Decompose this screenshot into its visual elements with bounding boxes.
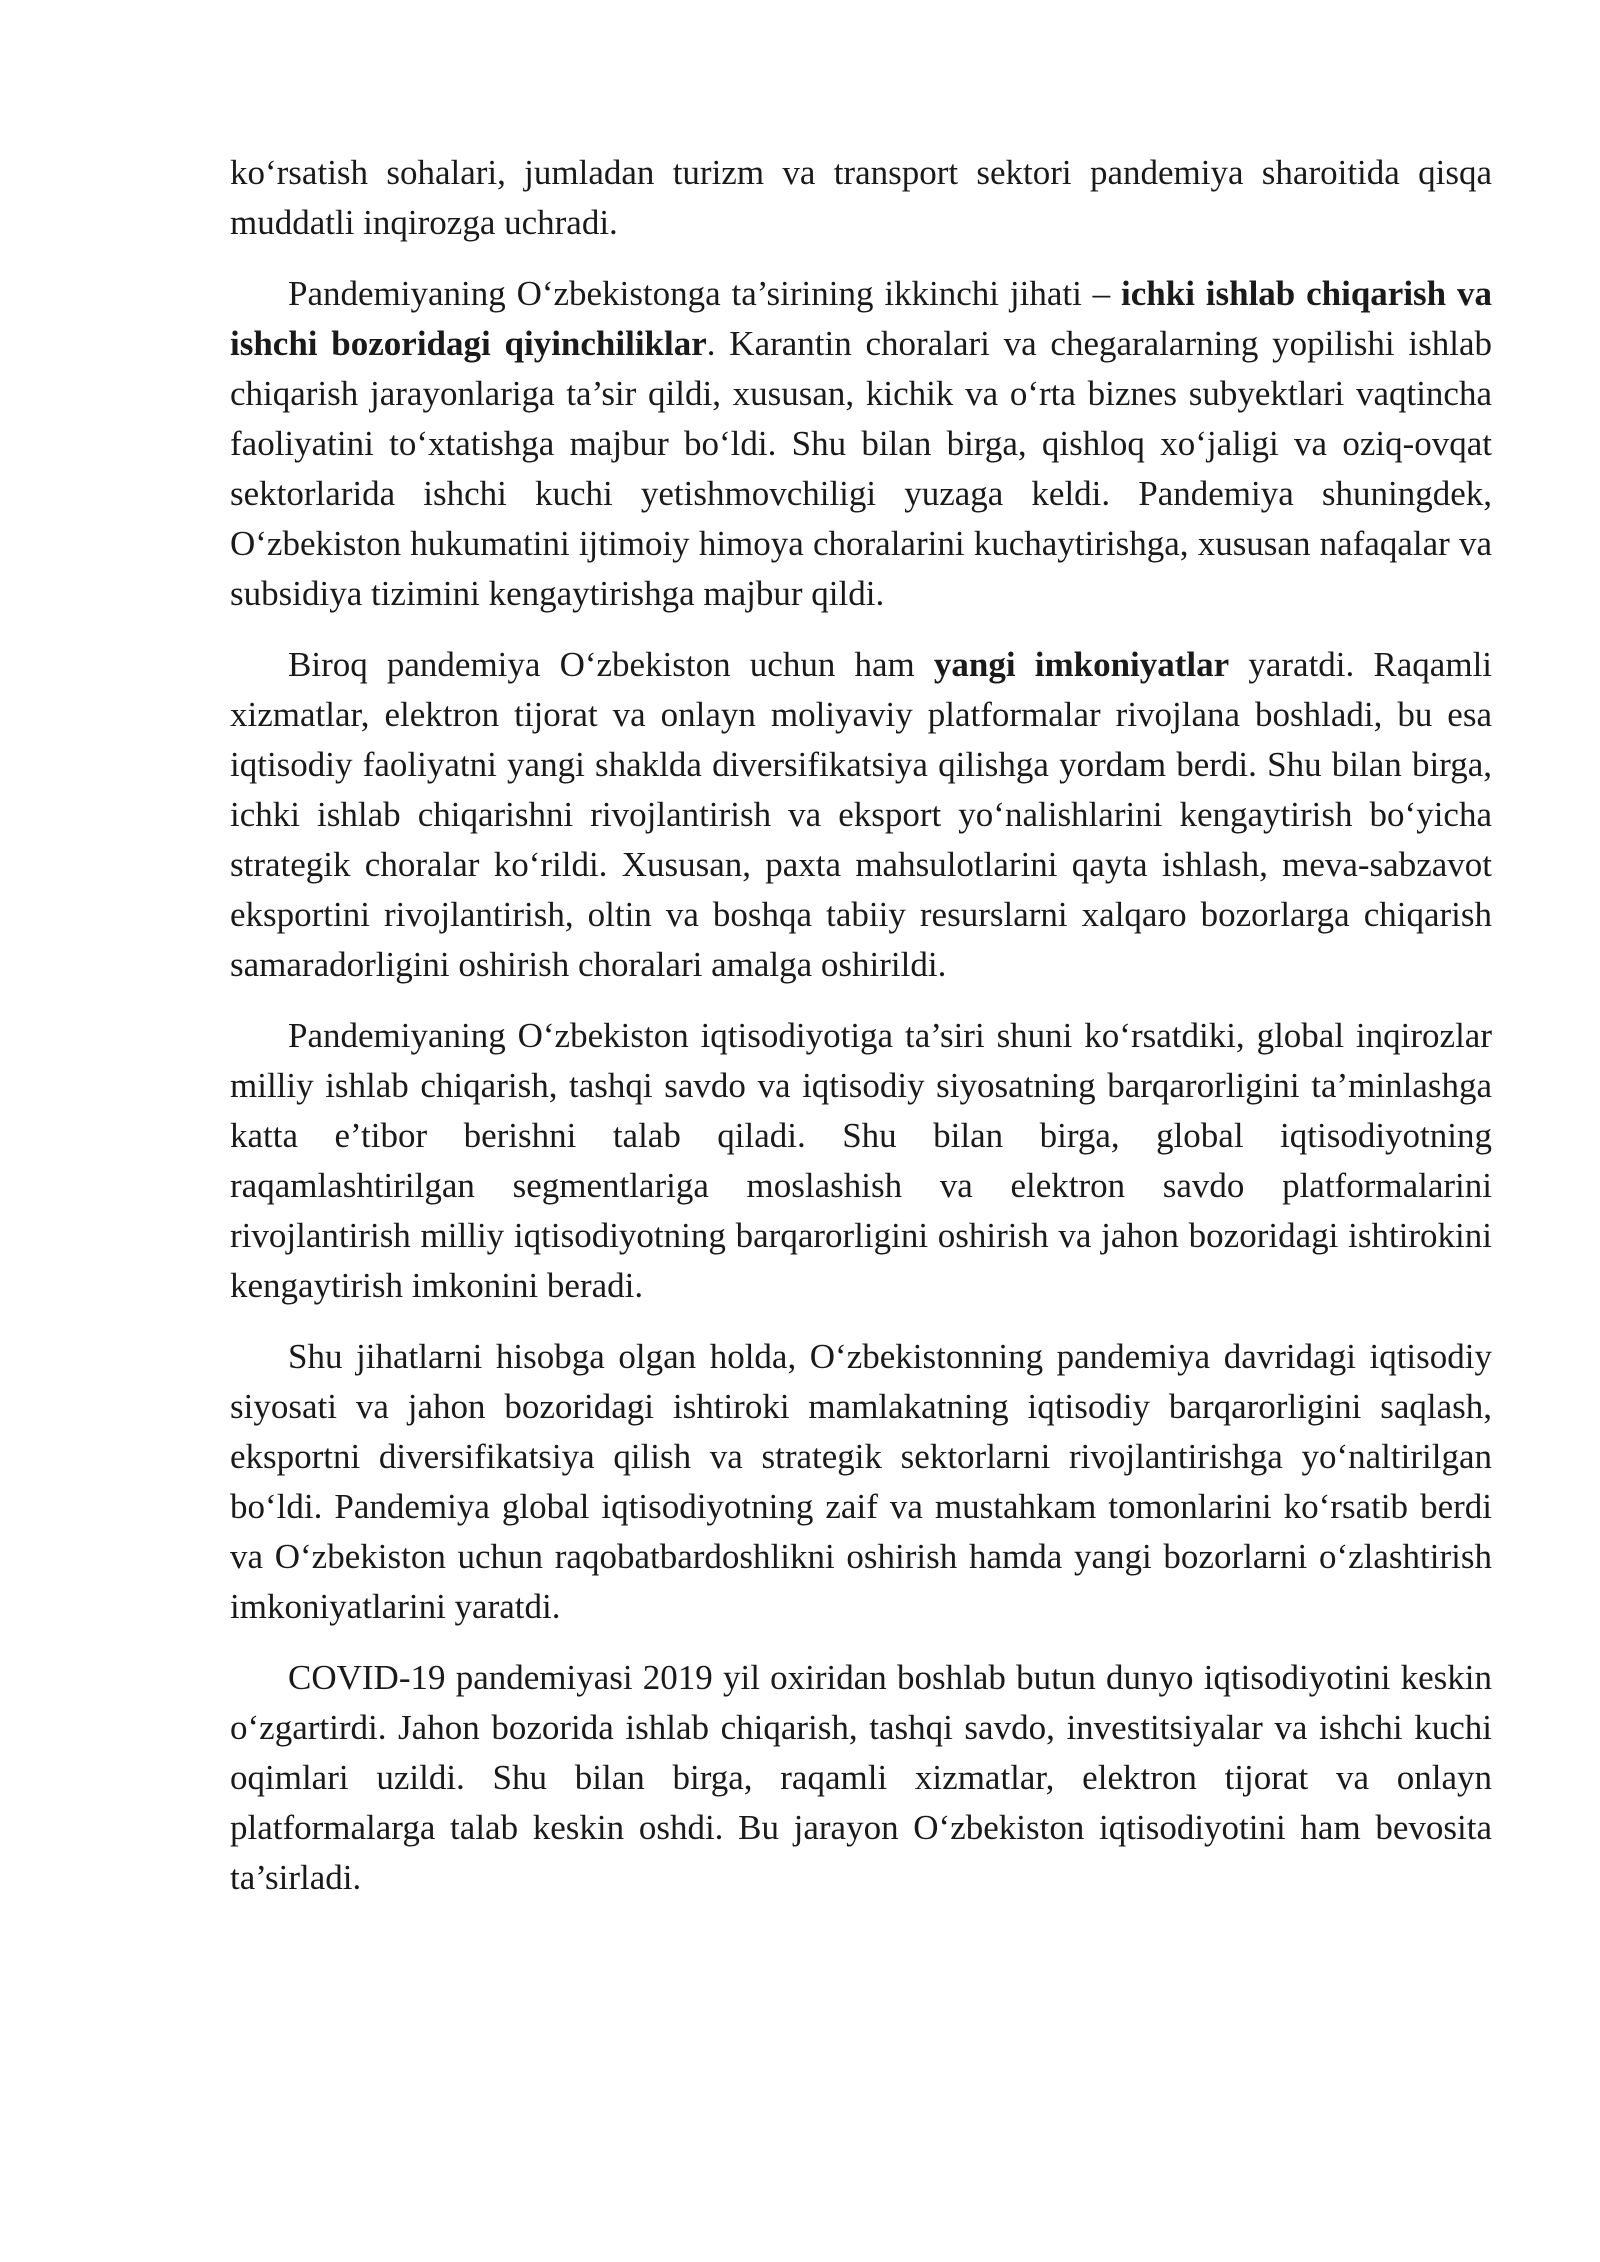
document-page	[230, 148, 1492, 1924]
paragraph-3-text-end: yaratdi. Raqamli xizmatlar, elektron tijorat va onlayn moliyaviy platformalar rivojlana boshladi, bu esa iqtisodiy faoliyatni yangi shaklda diversifikatsiya qilishga yordam berdi. Shu bilan birga, ichki ishlab chiqarishni rivojlantirish va eksport yoʻnalishlarini kengaytirish boʻyicha strategik choralar koʻrildi. Xususan, paxta mahsulotlarini qayta ishlash, meva-sabzavot eksportini rivojlantirish, oltin va boshqa tabiiy resurslarni xalqaro bozorlarga chiqarish samaradorligini oshirish choralari amalga oshirildi.	[230, 645, 1493, 984]
paragraph-4-text: Pandemiyaning Oʻzbekiston iqtisodiyotiga ta’siri shuni koʻrsatdiki, global inqirozlar milliy ishlab chiqarish, tashqi savdo va iqtisodiy siyosatning barqarorligini ta’minlashga katta e’tibor berishni talab qiladi. Shu bilan birga, global iqtisodiyotning raqamlashtirilgan segmentlariga moslashish va elektron savdo platformalarini rivojlantirish milliy iqtisodiyotning barqarorligini oshirish va jahon bozoridagi ishtirokini kengaytirish imkonini beradi.	[230, 1016, 1492, 1305]
paragraph-2	[230, 269, 1492, 619]
paragraph-5-text: Shu jihatlarni hisobga olgan holda, Oʻzbekistonning pandemiya davridagi iqtisodiy siyosati va jahon bozoridagi ishtiroki mamlakatning iqtisodiy barqarorligini saqlash, eksportni diversifikatsiya qilish va strategik sektorlarni rivojlantirishga yoʻnaltirilgan boʻldi. Pandemiya global iqtisodiyotning zaif va mustahkam tomonlarini koʻrsatib berdi va Oʻzbekiston uchun raqobatbardoshlikni oshirish hamda yangi bozorlarni oʻzlashtirish imkoniyatlarini yaratdi.	[230, 1337, 1492, 1626]
paragraph-3	[230, 640, 1492, 990]
paragraph-4	[230, 1011, 1492, 1311]
paragraph-5	[230, 1332, 1492, 1632]
paragraph-1	[230, 148, 1492, 248]
paragraph-1-text: koʻrsatish sohalari, jumladan turizm va transport sektori pandemiya sharoitida qisqa muddatli inqirozga uchradi.	[230, 153, 1492, 242]
paragraph-3-text-start: Biroq pandemiya Oʻzbekiston uchun ham	[288, 645, 934, 684]
paragraph-2-bold-phrase: ichki ishlab chiqarish va ishchi bozoridagi qiyinchiliklar	[230, 274, 1492, 363]
paragraph-3-bold-phrase: yangi imkoniyatlar	[933, 645, 1230, 684]
paragraph-2-text-end: . Karantin choralari va chegaralarning yopilishi ishlab chiqarish jarayonlariga ta’sir qildi, xususan, kichik va oʻrta biznes subyektlari vaqtincha faoliyatini toʻxtatishga majbur boʻldi. Shu bilan birga, qishloq xoʻjaligi va oziq-ovqat sektorlarida ishchi kuchi yetishmovchiligi yuzaga keldi. Pandemiya shuningdek, Oʻzbekiston hukumatini ijtimoiy himoya choralarini kuchaytirishga, xususan nafaqalar va subsidiya tizimini kengaytirishga majbur qildi.	[230, 324, 1492, 613]
paragraph-6	[230, 1653, 1492, 1903]
paragraph-6-text: COVID-19 pandemiyasi 2019 yil oxiridan boshlab butun dunyo iqtisodiyotini keskin oʻzgartirdi. Jahon bozorida ishlab chiqarish, tashqi savdo, investitsiyalar va ishchi kuchi oqimlari uzildi. Shu bilan birga, raqamli xizmatlar, elektron tijorat va onlayn platformalarga talab keskin oshdi. Bu jarayon Oʻzbekiston iqtisodiyotini ham bevosita ta’sirladi.	[230, 1658, 1492, 1897]
paragraph-2-text-start: Pandemiyaning Oʻzbekistonga ta’sirining ikkinchi jihati –	[288, 274, 1121, 313]
